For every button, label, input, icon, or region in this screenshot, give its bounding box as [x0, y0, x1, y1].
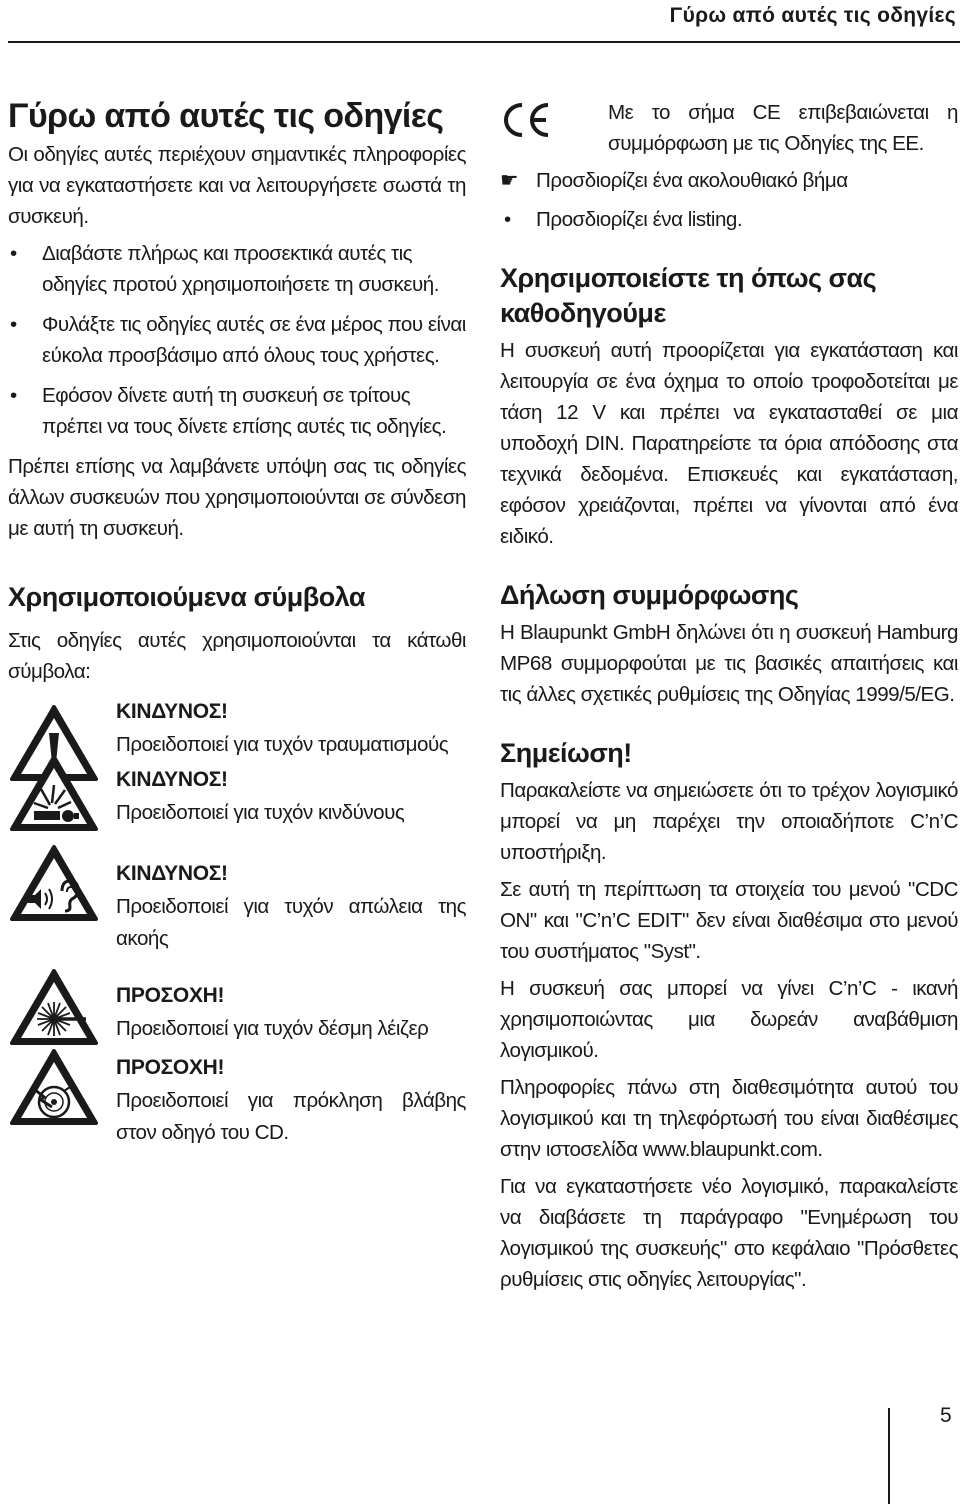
symbol-description: Προειδοποιεί για πρόκληση βλάβης στον οδηγό του CD. [116, 1088, 466, 1144]
symbols-heading: Χρησιμοποιούμενα σύμβολα [8, 581, 365, 612]
symbol-label: ΚΙΝΔΥΝΟΣ! [116, 861, 228, 885]
symbol-label: ΠΡΟΣΟΧΗ! [116, 983, 225, 1007]
symbol-danger-hearing [8, 857, 466, 955]
ce-description: Με το σήμα CE επιβεβαιώνεται η συμμόρφωση με τις Οδηγίες της ΕΕ. [608, 101, 958, 155]
other-devices-note: Πρέπει επίσης να λαμβάνετε υπόψη σας τις οδηγίες άλλων συσκευών που χρησιμοποιούνται σε σύνδεση με αυτή τη συσκευή. [8, 454, 466, 540]
symbol-label: ΚΙΝΔΥΝΟΣ! [116, 767, 228, 791]
list-item: • Φυλάξτε τις οδηγίες αυτές σε ένα μέρος που είναι εύκολα προσβάσιμο από όλους τους χρήστες. [8, 309, 466, 371]
note-paragraph: Η συσκευή σας μπορεί να γίνει C’n’C - ικανή χρησιμοποιώντας μια δωρεάν αναβάθμιση λογισμικού. [500, 977, 958, 1063]
pointing-hand-icon: ☛ [500, 169, 518, 192]
note-paragraph: Παρακαλείστε να σημειώσετε ότι το τρέχον λογισμικό μπορεί να μη παρέχει την οποιαδήποτε C’n’C υποστήριξη. [500, 779, 958, 865]
step-symbol-row [500, 165, 958, 196]
symbol-danger-injury [8, 695, 466, 761]
symbol-description: Προειδοποιεί για τυχόν δέσμη λέιζερ [116, 1016, 429, 1040]
explosion-hazard-icon [8, 753, 100, 833]
note-paragraph: Σε αυτή τη περίπτωση τα στοιχεία του μενού "CDC ON" και "C’n’C EDIT" δεν είναι διαθέσιμα στο μενού του συστήματος "Syst". [500, 878, 958, 964]
running-header: Γύρω από αυτές τις οδηγίες [669, 4, 956, 27]
bullet-icon: • [10, 241, 17, 265]
symbol-caution-cd [8, 1051, 466, 1149]
left-column [8, 90, 466, 1149]
symbol-description: Προειδοποιεί για τυχόν τραυματισμούς [116, 732, 449, 756]
symbol-description: Προειδοποιεί για τυχόν κινδύνους [116, 800, 405, 824]
intro-paragraph: Οι οδηγίες αυτές περιέχουν σημαντικές πληροφορίες για να εγκαταστήσετε και να λειτουργήσετε σωστά τη συσκευή. [8, 142, 466, 228]
symbol-label: ΠΡΟΣΟΧΗ! [116, 1055, 225, 1079]
listing-symbol-row [500, 204, 958, 235]
symbol-label: ΚΙΝΔΥΝΟΣ! [116, 699, 228, 723]
note-paragraph: Για να εγκαταστήσετε νέο λογισμικό, παρακαλείστε να διαβάσετε τη παράγραφο "Ενημέρωση του λογισμικού της συσκευής" στο κεφάλαιο "Πρόσθετες ρυθμίσεις στις οδηγίες λειτουργίας". [500, 1175, 958, 1292]
ce-mark-row [500, 97, 958, 159]
intended-use-heading: Χρησιμοποιείστε τη όπως σας καθοδηγούμε [500, 263, 877, 329]
page-number: 5 [940, 1404, 952, 1427]
declaration-heading: Δήλωση συμμόρφωσης [500, 580, 799, 611]
symbol-description: Προειδοποιεί για τυχόν απώλεια της ακοής [116, 894, 466, 950]
list-item: • Διαβάστε πλήρως και προσεκτικά αυτές τις οδηγίες προτού χρησιμοποιήσετε τη συσκευή. [8, 238, 466, 300]
cd-damage-icon [8, 1047, 100, 1127]
symbols-intro: Στις οδηγίες αυτές χρησιμοποιούνται τα κάτωθι σύμβολα: [8, 628, 466, 683]
symbol-danger-general [8, 763, 466, 829]
step-description: Προσδιορίζει ένα ακολουθιακό βήμα [536, 169, 848, 192]
note-paragraph: Πληροφορίες πάνω στη διαθεσιμότητα αυτού του λογισμικού και τη τηλεφόρτωσή του είναι διαθέσιμες στην ιστοσελίδα www.blaupunkt.com. [500, 1076, 958, 1162]
footer-divider [888, 1408, 890, 1504]
hearing-damage-icon [8, 843, 100, 923]
right-column [500, 97, 958, 1295]
bullet-icon: • [10, 383, 17, 407]
header-divider [8, 41, 960, 43]
symbol-caution-laser [8, 979, 466, 1045]
note-heading: Σημείωση! [500, 738, 632, 769]
listing-description: Προσδιορίζει ένα listing. [536, 208, 743, 231]
bullet-icon: • [504, 208, 511, 231]
bullet-icon: • [10, 312, 17, 336]
intended-use-text: Η συσκευή αυτή προορίζεται για εγκατάσταση και λειτουργία σε ένα όχημα το οποίο τροφοδοτείται με τάση 12 V και πρέπει να εγκατασταθεί σε μια υποδοχή DIN. Παρατηρείστε τα όρια απόδοσης στα τεχνικά δεδομένα. Επισκευές και εγκατάσταση, εφόσον χρειάζονται, πρέπει να γίνονται από ένα ειδικό. [500, 339, 958, 549]
laser-beam-icon [8, 967, 100, 1047]
list-item: • Εφόσον δίνετε αυτή τη συσκευή σε τρίτους πρέπει να τους δίνετε επίσης αυτές τις οδηγίες. [8, 380, 466, 442]
page-title: Γύρω από αυτές τις οδηγίες [8, 97, 444, 135]
ce-mark-icon [500, 101, 552, 139]
declaration-text: Η Blaupunkt GmbH δηλώνει ότι η συσκευή Hamburg MP68 συμμορφούται με τις βασικές απαιτήσεις και τις άλλες σχετικές ρυθμίσεις της Οδηγίας 1999/5/EG. [500, 621, 958, 707]
instruction-bullets [8, 238, 466, 442]
